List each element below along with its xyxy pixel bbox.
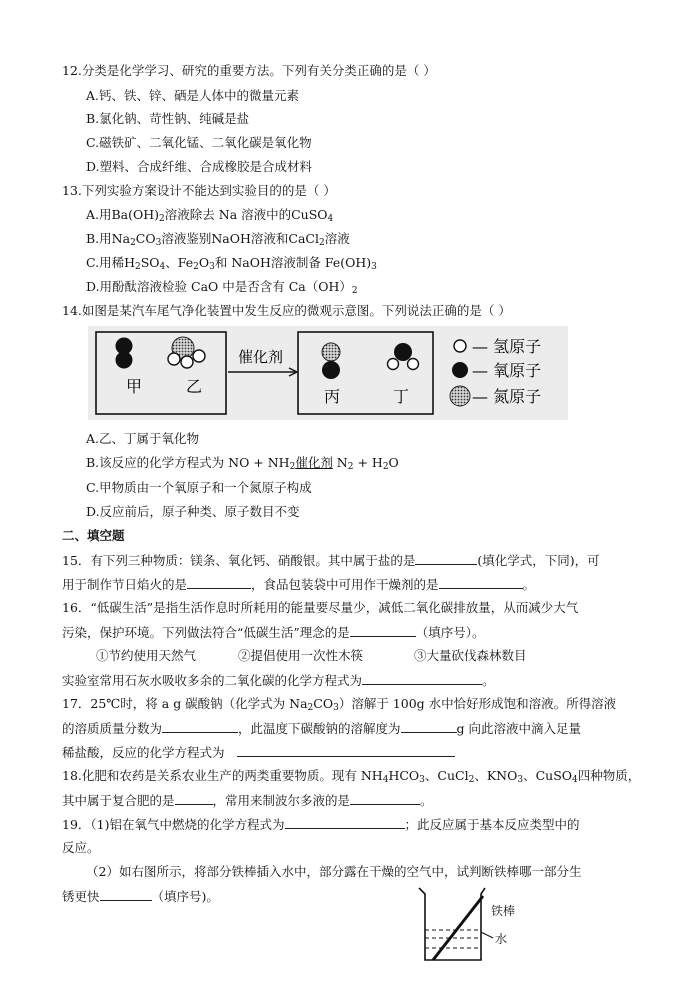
- q14-option-a: A.乙、丁属于氧化物: [86, 431, 200, 446]
- legend-h-label: — 氢原子: [472, 337, 542, 356]
- ding-h-atom-2: [408, 359, 419, 370]
- q12-option-a: A.钙、铁、锌、硒是人体中的微量元素: [86, 88, 300, 103]
- yi-h-atom-3: [193, 350, 205, 362]
- q19-blank-1[interactable]: [285, 816, 405, 829]
- q17-line-2: 的溶质质量分数为 ，此温度下碳酸钠的溶解度为 g 向此溶液中滴入足量: [62, 721, 582, 736]
- q12-option-d: D.塑料、合成纤维、合成橡胶是合成材料: [86, 159, 313, 174]
- products-box: [298, 332, 433, 414]
- q14-stem: 14.如图是某汽车尾气净化装置中发生反应的微观示意图。下列说法正确的是（ ）: [62, 303, 511, 318]
- q15-line-2: 用于制作节日焰火的是 ，食品包装袋中可用作干燥剂的是 。: [62, 577, 536, 592]
- q12-option-c: C.磁铁矿、二氧化锰、二氧化碳是氧化物: [86, 135, 312, 150]
- legend-o-atom: [452, 362, 468, 378]
- water-pointer: [481, 932, 493, 938]
- q14-option-b: B.该反应的化学方程式为 NO + $NH_2$催化剂 $N_2 + H_2O$: [86, 455, 399, 472]
- ding-h-atom-1: [388, 359, 399, 370]
- q18-blank-2[interactable]: [350, 792, 420, 805]
- reactants-box: [96, 332, 226, 414]
- legend-n-label: — 氮原子: [472, 387, 542, 406]
- q13-option-c: C.用稀$H_2SO_4$、$Fe_2O_3$和 NaOH溶液制备 $Fe(OH)_3$: [86, 255, 377, 272]
- label-bing: 丙: [324, 387, 341, 406]
- q18-blank-1[interactable]: [175, 792, 213, 805]
- section-heading-fill-blank: 二、填空题: [62, 528, 125, 543]
- ding-o-atom: [394, 343, 412, 361]
- q14-option-c: C.甲物质由一个氧原子和一个氮原子构成: [86, 480, 312, 495]
- q17-blank-2[interactable]: [401, 720, 457, 733]
- q16-option-2: ②提倡使用一次性木筷: [238, 648, 364, 663]
- reaction-diagram-svg: [88, 326, 568, 420]
- label-jia: 甲: [126, 377, 143, 396]
- label-yi: 乙: [186, 377, 203, 396]
- q15-blank-2[interactable]: [187, 576, 251, 589]
- catalyst-condition: 催化剂: [295, 455, 333, 470]
- q16-line-4: 实验室常用石灰水吸收多余的二氧化碳的化学方程式为 。: [62, 673, 495, 688]
- q12-option-b: B.氯化钠、苛性钠、纯碱是盐: [86, 111, 250, 126]
- label-ding: 丁: [393, 387, 410, 406]
- legend-n-atom: [450, 386, 470, 406]
- q17-blank-1[interactable]: [162, 720, 238, 733]
- q13-option-d: D.用酚酞溶液检验 CaO 中是否含有 $Ca(OH)_2$: [86, 279, 358, 296]
- q18-line-1: 18.化肥和农药是关系农业生产的两类重要物质。现有 $NH_4HCO_3$、CuCl$_2$、$KNO_3$、CuSO$_4$四种物质，: [62, 768, 641, 785]
- q14-option-d: D.反应前后，原子种类、原子数目不变: [86, 504, 300, 519]
- yi-h-atom-2: [181, 356, 193, 368]
- label-water: 水: [495, 932, 508, 946]
- q15-line-1: 15．有下列三种物质：镁条、氧化钙、硝酸银。其中属于盐的是 (填化学式，下同)，可: [62, 553, 600, 568]
- q16-blank-2[interactable]: [362, 672, 482, 685]
- beaker-figure: [415, 886, 525, 966]
- q15-blank-3[interactable]: [439, 576, 523, 589]
- q17-line-1: 17．25℃时，将 a g 碳酸钠（化学式为 $Na_2CO_3$）溶解于 100g 水中恰好形成饱和溶液。所得溶液: [62, 696, 617, 713]
- bing-atom-1: [322, 343, 340, 361]
- bing-atom-2: [322, 361, 340, 379]
- q12-stem: 12.分类是化学学习、研究的重要方法。下列有关分类正确的是（ ）: [62, 63, 436, 78]
- q13-option-b: B.用$Na_2CO_3$溶液鉴别NaOH溶液和CaCl$_2$溶液: [86, 231, 350, 248]
- q19-blank-2[interactable]: [100, 888, 152, 901]
- yi-h-atom-1: [168, 353, 180, 365]
- label-iron-rod: 铁棒: [491, 904, 516, 918]
- iron-rod: [433, 896, 483, 960]
- beaker-svg: [415, 886, 525, 966]
- label-catalyst: 催化剂: [238, 348, 284, 366]
- beaker-outline: [419, 888, 485, 960]
- reaction-diagram: [88, 326, 568, 420]
- q13-stem: 13.下列实验方案设计不能达到实验目的的是（ ）: [62, 183, 336, 198]
- legend-h-atom: [454, 340, 466, 352]
- q16-line-2: 污染，保护环境。下列做法符合“低碳生活”理念的是 （填序号）。: [62, 625, 485, 640]
- q16-blank-1[interactable]: [350, 624, 416, 637]
- q16-option-3: ③大量砍伐森林数目: [414, 648, 527, 663]
- jia-atom-2: [116, 352, 133, 369]
- q17-blank-3[interactable]: [237, 744, 455, 757]
- q16-line-1: 16．“低碳生活”是指生活作息时所耗用的能量要尽量少，减低二氧化碳排放量，从而减少大气: [62, 600, 579, 615]
- q18-line-2: 其中属于复合肥的是 ，常用来制波尔多液的是 。: [62, 793, 433, 808]
- legend-o-label: — 氧原子: [472, 361, 542, 380]
- q16-option-1: ①节约使用天然气: [96, 648, 197, 663]
- q15-blank-1[interactable]: [415, 552, 477, 565]
- q19-line-4: 锈更快 （填序号)。: [62, 889, 219, 904]
- q17-line-3: 稀盐酸，反应的化学方程式为: [62, 744, 455, 761]
- q13-option-a: A.用$Ba(OH)_2$溶液除去 Na 溶液中的CuSO$_4$: [86, 207, 334, 224]
- q19-line-1: 19．（1)铝在氧气中燃烧的化学方程式为 ；此反应属于基本反应类型中的: [62, 817, 580, 832]
- q19-line-3: （2）如右图所示，将部分铁棒插入水中，部分露在干燥的空气中，试判断铁棒哪一部分生: [86, 864, 582, 879]
- q19-line-2: 反应。: [62, 840, 100, 855]
